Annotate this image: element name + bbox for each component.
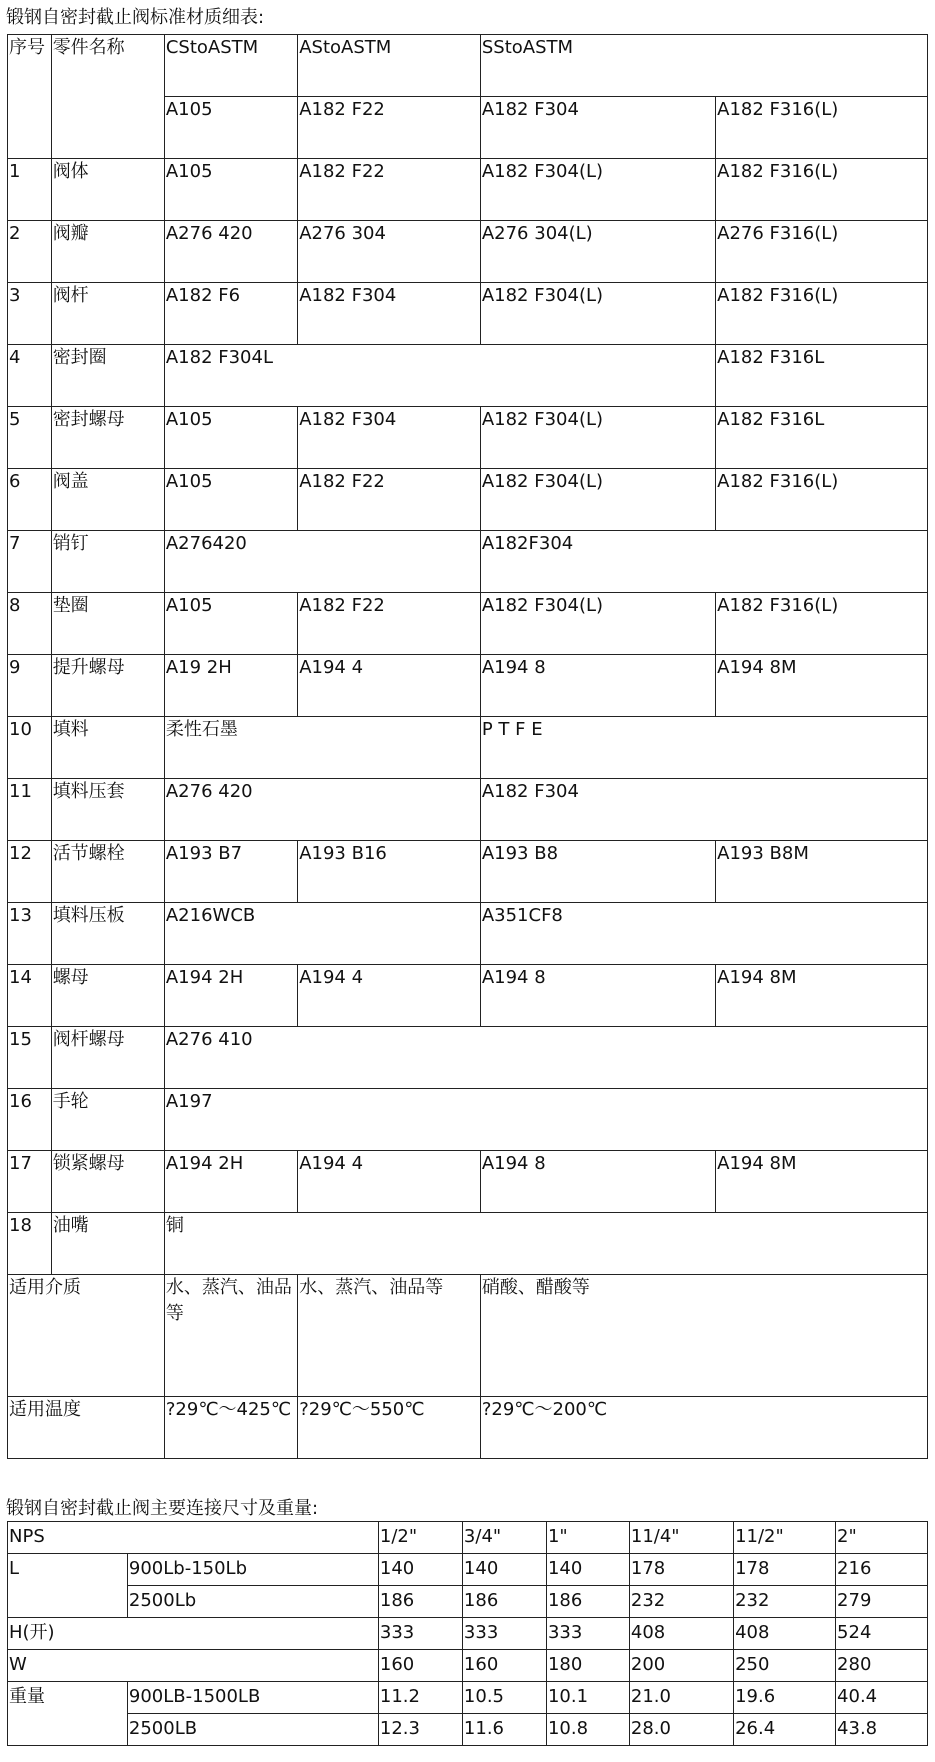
row-number: 15: [8, 1027, 52, 1089]
material-ss-304: A182 F304(L): [480, 469, 715, 531]
material-as: A194 4: [298, 655, 481, 717]
part-name: 螺母: [51, 965, 164, 1027]
material-ss-304: A276 304(L): [480, 221, 715, 283]
table-row-medium: [8, 1275, 928, 1397]
materials-table: [7, 34, 928, 1459]
part-name: 阀杆螺母: [51, 1027, 164, 1089]
table-row: [8, 283, 928, 345]
h-value: 408: [629, 1618, 733, 1650]
nps-size: 11/4": [629, 1522, 733, 1554]
material-cs: A182 F6: [164, 283, 297, 345]
weight-value: 40.4: [836, 1682, 928, 1714]
header-cs: CStoASTM: [164, 35, 297, 97]
medium-as: 水、蒸汽、油品等: [298, 1275, 481, 1397]
part-name: 阀瓣: [51, 221, 164, 283]
table-row: [8, 1151, 928, 1213]
pressure-class: 2500LB: [127, 1714, 378, 1746]
table-row: [8, 1618, 928, 1650]
weight-value: 10.8: [546, 1714, 629, 1746]
table-row: [8, 841, 928, 903]
material-ss-316: A182 F316L: [716, 407, 928, 469]
material-ss-316: A182 F316(L): [716, 159, 928, 221]
table-row: [8, 717, 928, 779]
part-name: 密封螺母: [51, 407, 164, 469]
nps-size: 3/4": [462, 1522, 546, 1554]
part-name: 填料: [51, 717, 164, 779]
part-name: 阀杆: [51, 283, 164, 345]
material-ss: A351CF8: [480, 903, 927, 965]
table-row: [8, 965, 928, 1027]
material-ss-316: A182 F316L: [716, 345, 928, 407]
table-row-temperature: [8, 1397, 928, 1459]
row-number: 6: [8, 469, 52, 531]
row-number: 11: [8, 779, 52, 841]
header-sub-f316: A182 F316(L): [716, 97, 928, 159]
table-row: [8, 407, 928, 469]
material-cs-as: A216WCB: [164, 903, 480, 965]
row-number: 3: [8, 283, 52, 345]
pressure-class: 900Lb-150Lb: [127, 1554, 378, 1586]
table-row: [8, 1089, 928, 1151]
temperature-ss: ?29℃～200℃: [480, 1397, 927, 1459]
row-number: 8: [8, 593, 52, 655]
material-cs: A105: [164, 469, 297, 531]
l-value: 178: [629, 1554, 733, 1586]
row-number: 13: [8, 903, 52, 965]
l-value: 140: [462, 1554, 546, 1586]
material-ss-304: A182 F304(L): [480, 283, 715, 345]
header-as: AStoASTM: [298, 35, 481, 97]
part-name: 活节螺栓: [51, 841, 164, 903]
w-value: 160: [378, 1650, 462, 1682]
dimensions-table: [7, 1521, 928, 1746]
material-cs-as: 柔性石墨: [164, 717, 480, 779]
header-sub-a105: A105: [164, 97, 297, 159]
weight-value: 12.3: [378, 1714, 462, 1746]
table-row: [8, 1586, 928, 1618]
material-ss-316: A182 F316(L): [716, 283, 928, 345]
material-ss-304: A194 8: [480, 965, 715, 1027]
material-as: A193 B16: [298, 841, 481, 903]
table-row: [8, 1682, 928, 1714]
nps-size: 1/2": [378, 1522, 462, 1554]
material-cs: A105: [164, 407, 297, 469]
header-ss: SStoASTM: [480, 35, 927, 97]
weight-value: 19.6: [734, 1682, 836, 1714]
nps-size: 2": [836, 1522, 928, 1554]
h-value: 408: [734, 1618, 836, 1650]
l-label: L: [8, 1554, 128, 1618]
table-row: [8, 779, 928, 841]
l-value: 186: [546, 1586, 629, 1618]
temperature-label: 适用温度: [8, 1397, 165, 1459]
table-row: [8, 531, 928, 593]
table-row: [8, 1522, 928, 1554]
w-value: 250: [734, 1650, 836, 1682]
nps-label: NPS: [8, 1522, 379, 1554]
table-row: [8, 1650, 928, 1682]
material-cs: A19 2H: [164, 655, 297, 717]
material-ss-304: A193 B8: [480, 841, 715, 903]
medium-ss: 硝酸、醋酸等: [480, 1275, 927, 1397]
row-number: 12: [8, 841, 52, 903]
l-value: 279: [836, 1586, 928, 1618]
material-ss-316: A194 8M: [716, 1151, 928, 1213]
row-number: 5: [8, 407, 52, 469]
materials-table-title: 锻钢自密封截止阀标准材质细表:: [6, 7, 265, 28]
temperature-cs: ?29℃～425℃: [164, 1397, 297, 1459]
material-as: A182 F304: [298, 283, 481, 345]
table-row: [8, 1714, 928, 1746]
table-row: [8, 1213, 928, 1275]
header-sub-f22: A182 F22: [298, 97, 481, 159]
row-number: 14: [8, 965, 52, 1027]
part-name: 填料压套: [51, 779, 164, 841]
dimensions-table-title: 锻钢自密封截止阀主要连接尺寸及重量:: [6, 1498, 319, 1519]
weight-value: 10.1: [546, 1682, 629, 1714]
medium-label: 适用介质: [8, 1275, 165, 1397]
material-cs-as: A276420: [164, 531, 480, 593]
material-ss-304: A182 F304(L): [480, 159, 715, 221]
material-ss-316: A194 8M: [716, 965, 928, 1027]
table-row: [8, 1554, 928, 1586]
medium-cs: 水、蒸汽、油品等: [164, 1275, 297, 1397]
table-row: [8, 221, 928, 283]
material-ss-316: A182 F316(L): [716, 593, 928, 655]
h-value: 524: [836, 1618, 928, 1650]
l-value: 186: [378, 1586, 462, 1618]
part-name: 密封圈: [51, 345, 164, 407]
row-number: 2: [8, 221, 52, 283]
material-cs-as-ss304: A182 F304L: [164, 345, 715, 407]
material-as: A194 4: [298, 965, 481, 1027]
row-number: 10: [8, 717, 52, 779]
h-value: 333: [378, 1618, 462, 1650]
material-ss: P T F E: [480, 717, 927, 779]
weight-value: 26.4: [734, 1714, 836, 1746]
table-row: [8, 655, 928, 717]
part-name: 油嘴: [51, 1213, 164, 1275]
material-as: A182 F22: [298, 469, 481, 531]
material-ss-304: A182 F304(L): [480, 593, 715, 655]
weight-value: 10.5: [462, 1682, 546, 1714]
material-ss-316: A182 F316(L): [716, 469, 928, 531]
row-number: 17: [8, 1151, 52, 1213]
material-all: A276 410: [164, 1027, 927, 1089]
header-part-name: 零件名称: [51, 35, 164, 159]
material-cs: A194 2H: [164, 1151, 297, 1213]
l-value: 186: [462, 1586, 546, 1618]
weight-value: 11.6: [462, 1714, 546, 1746]
w-value: 200: [629, 1650, 733, 1682]
l-value: 216: [836, 1554, 928, 1586]
weight-value: 43.8: [836, 1714, 928, 1746]
material-ss-316: A193 B8M: [716, 841, 928, 903]
pressure-class: 2500Lb: [127, 1586, 378, 1618]
weight-value: 21.0: [629, 1682, 733, 1714]
weight-value: 11.2: [378, 1682, 462, 1714]
h-value: 333: [546, 1618, 629, 1650]
material-cs: A194 2H: [164, 965, 297, 1027]
material-cs: A105: [164, 593, 297, 655]
row-number: 9: [8, 655, 52, 717]
material-ss-304: A182 F304(L): [480, 407, 715, 469]
w-label: W: [8, 1650, 379, 1682]
material-cs: A276 420: [164, 221, 297, 283]
nps-size: 11/2": [734, 1522, 836, 1554]
w-value: 160: [462, 1650, 546, 1682]
part-name: 阀体: [51, 159, 164, 221]
l-value: 140: [378, 1554, 462, 1586]
weight-label: 重量: [8, 1682, 128, 1746]
part-name: 填料压板: [51, 903, 164, 965]
part-name: 销钉: [51, 531, 164, 593]
material-as: A276 304: [298, 221, 481, 283]
material-as: A194 4: [298, 1151, 481, 1213]
l-value: 232: [629, 1586, 733, 1618]
part-name: 阀盖: [51, 469, 164, 531]
row-number: 1: [8, 159, 52, 221]
material-ss-316: A276 F316(L): [716, 221, 928, 283]
l-value: 232: [734, 1586, 836, 1618]
row-number: 16: [8, 1089, 52, 1151]
table-row: [8, 903, 928, 965]
row-number: 4: [8, 345, 52, 407]
material-ss-316: A194 8M: [716, 655, 928, 717]
l-value: 140: [546, 1554, 629, 1586]
material-ss-304: A194 8: [480, 655, 715, 717]
material-cs: A105: [164, 159, 297, 221]
temperature-as: ?29℃～550℃: [298, 1397, 481, 1459]
material-cs-as: A276 420: [164, 779, 480, 841]
nps-size: 1": [546, 1522, 629, 1554]
w-value: 280: [836, 1650, 928, 1682]
weight-value: 28.0: [629, 1714, 733, 1746]
h-label: H(开): [8, 1618, 379, 1650]
pressure-class: 900LB-1500LB: [127, 1682, 378, 1714]
row-number: 7: [8, 531, 52, 593]
table-row: [8, 593, 928, 655]
material-all: 铜: [164, 1213, 927, 1275]
material-as: A182 F22: [298, 593, 481, 655]
table-row: [8, 159, 928, 221]
h-value: 333: [462, 1618, 546, 1650]
row-number: 18: [8, 1213, 52, 1275]
w-value: 180: [546, 1650, 629, 1682]
part-name: 垫圈: [51, 593, 164, 655]
part-name: 锁紧螺母: [51, 1151, 164, 1213]
material-as: A182 F22: [298, 159, 481, 221]
header-no: 序号: [8, 35, 52, 159]
l-value: 178: [734, 1554, 836, 1586]
material-all: A197: [164, 1089, 927, 1151]
table-row: [8, 345, 928, 407]
material-cs: A193 B7: [164, 841, 297, 903]
table-row: [8, 469, 928, 531]
part-name: 手轮: [51, 1089, 164, 1151]
material-ss: A182F304: [480, 531, 927, 593]
material-ss-304: A194 8: [480, 1151, 715, 1213]
table-row: [8, 1027, 928, 1089]
material-ss: A182 F304: [480, 779, 927, 841]
header-sub-f304: A182 F304: [480, 97, 715, 159]
part-name: 提升螺母: [51, 655, 164, 717]
material-as: A182 F304: [298, 407, 481, 469]
